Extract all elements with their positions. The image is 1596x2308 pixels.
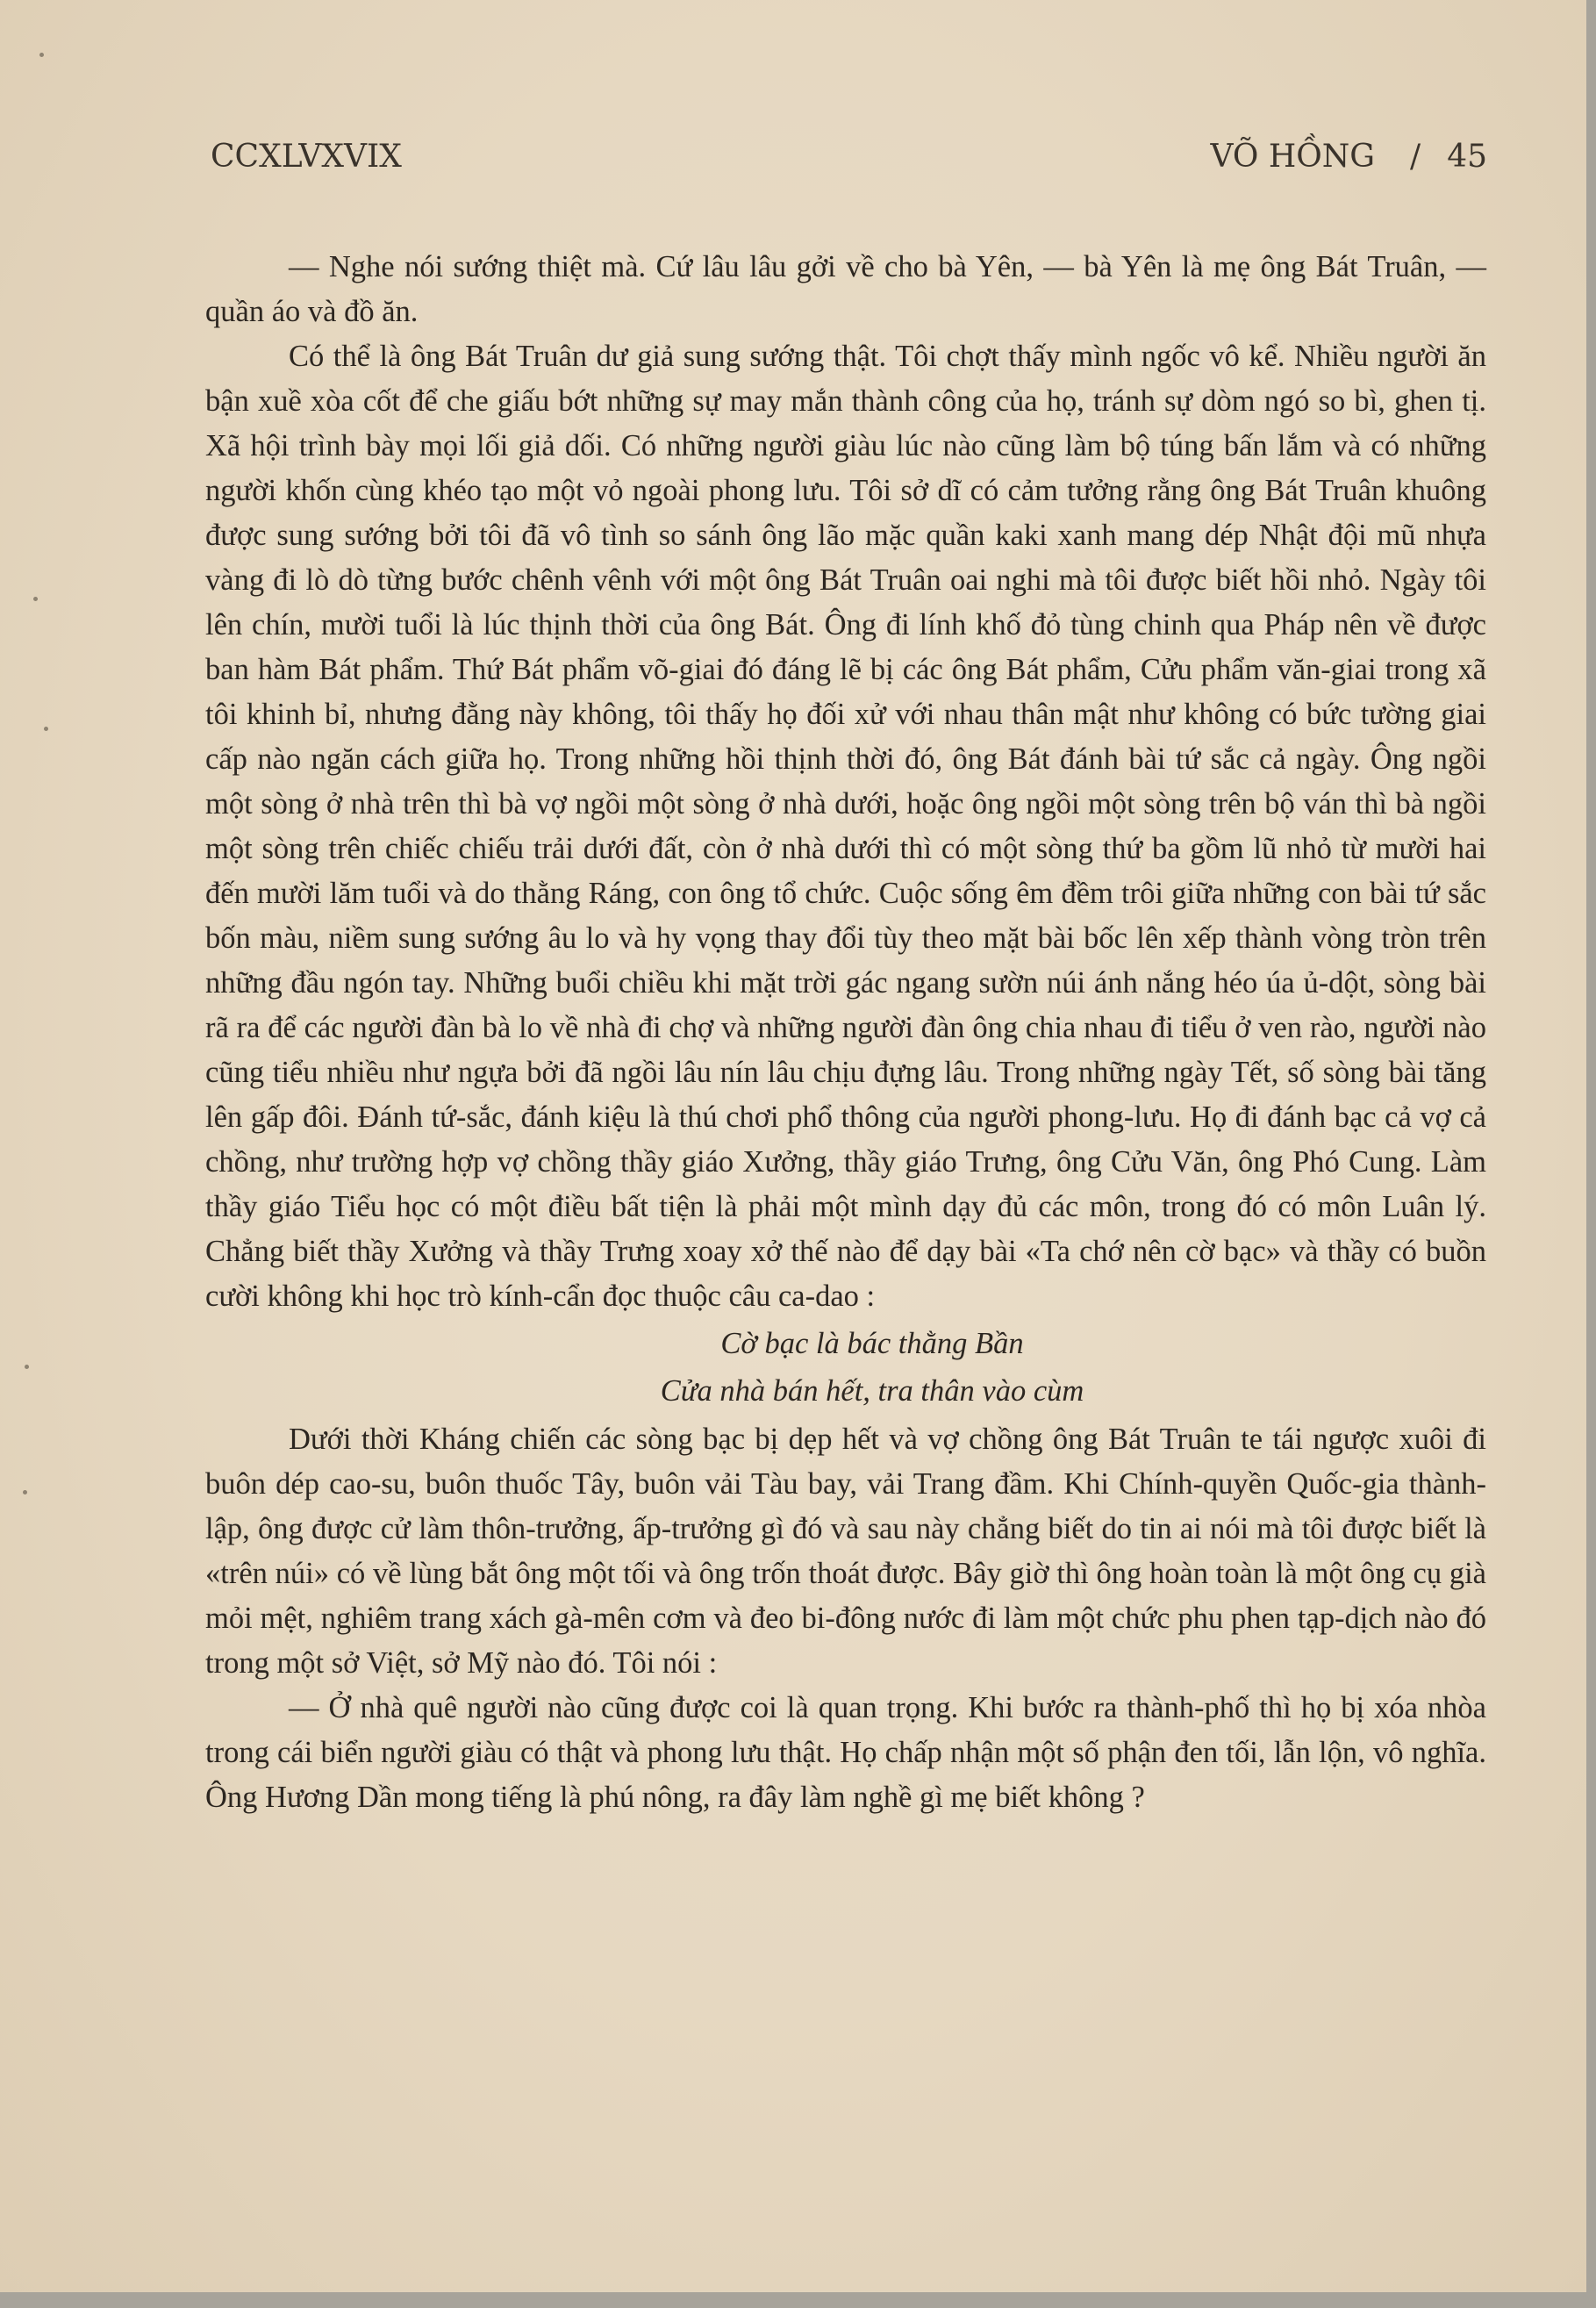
ink-speck xyxy=(25,1365,29,1369)
paragraph: Có thể là ông Bát Truân dư giả sung sướng thật. Tôi chợt thấy mình ngốc vô kể. Nhiều người ăn bận xuề xòa cốt để che giấu bớt những sự may mắn thành công của họ, tránh sự dòm ngó so bì, ghen tị. Xã hội trình bày mọi lối giả dối. Có những người giàu lúc nào cũng làm bộ túng bấn lắm và có những người khốn cùng khéo tạo một vỏ ngoài phong lưu. Tôi sở dĩ có cảm tưởng rằng ông Bát Truân khuông được sung sướng bởi tôi đã vô tình so sánh ông lão mặc quần kaki xanh mang dép Nhật đội mũ nhựa vàng đi lò dò từng bước chênh vênh với một ông Bát Truân oai nghi mà tôi được biết hồi nhỏ. Ngày tôi lên chín, mười tuổi là lúc thịnh thời của ông Bát. Ông đi lính khố đỏ tùng chinh qua Pháp nên về được ban hàm Bát phẩm. Thứ Bát phẩm võ-giai đó đáng lẽ bị các ông Bát phẩm, Cửu phẩm văn-giai trong xã tôi khinh bỉ, nhưng đằng này không, tôi thấy họ đối xử với nhau thân mật như không có bức tường giai cấp nào ngăn cách giữa họ. Trong những hồi thịnh thời đó, ông Bát đánh bài tứ sắc cả ngày. Ông ngồi một sòng ở nhà trên thì bà vợ ngồi một sòng ở nhà dưới, hoặc ông ngồi một sòng trên bộ ván thì bà ngồi một sòng trên chiếc chiếu trải dưới đất, còn ở nhà dưới thì có một sòng thứ ba gồm lũ nhỏ từ mười hai đến mười lăm tuổi và do thằng Ráng, con ông tổ chức. Cuộc sống êm đềm trôi giữa những con bài tứ sắc bốn màu, niềm sung sướng âu lo và hy vọng thay đổi tùy theo mặt bài bốc lên xếp thành vòng tròn trên những đầu ngón tay. Những buổi chiều khi mặt trời gác ngang sườn núi ánh nắng héo úa ủ-dột, sòng bài rã ra để các người đàn bà lo về nhà đi chợ và những người đàn ông chia nhau đi tiểu ở ven rào, người nào cũng tiểu nhiều như ngựa bởi đã ngồi lâu nín lâu chịu đựng lâu. Trong những ngày Tết, số sòng bài tăng lên gấp đôi. Đánh tứ-sắc, đánh kiệu là thú chơi phổ thông của người phong-lưu. Họ đi đánh bạc cả vợ cả chồng, như trường hợp vợ chồng thầy giáo Xưởng, thầy giáo Trưng, ông Cửu Văn, ông Phó Cung. Làm thầy giáo Tiểu học có một điều bất tiện là phải một mình dạy đủ các môn, trong đó có môn Luân lý. Chẳng biết thầy Xưởng và thầy Trưng xoay xở thế nào để dạy bài «Ta chớ nên cờ bạc» và thầy có buồn cười không khi học trò kính-cẩn đọc thuộc câu ca-dao : xyxy=(205,340,1486,1313)
header-right xyxy=(1211,139,1487,175)
verse-line: Cửa nhà bán hết, tra thân vào cùm xyxy=(660,1374,1084,1408)
ink-speck xyxy=(39,53,44,57)
ink-speck xyxy=(44,727,48,731)
running-header xyxy=(211,139,1487,188)
verse-line: Cờ bạc là bác thằng Bần xyxy=(720,1327,1024,1360)
page-body xyxy=(205,245,1486,1820)
ink-speck xyxy=(33,597,38,601)
paragraph: Dưới thời Kháng chiến các sòng bạc bị dẹp hết và vợ chồng ông Bát Truân te tái ngược xuôi đi buôn dép cao-su, buôn thuốc Tây, buôn vải Tàu bay, vải Trang đầm. Khi Chính-quyền Quốc-gia thành-lập, ông được cử làm thôn-trưởng, ấp-trưởng gì đó và sau này chẳng biết do tin ai nói mà tôi được biết là «trên núi» có về lùng bắt ông một tối và ông trốn thoát được. Bây giờ thì ông hoàn toàn là một ông cụ già mỏi mệt, nghiêm trang xách gà-mên cơm và đeo bi-đông nước đi làm một chức phu phen tạp-dịch nào đó trong một sở Việt, sở Mỹ nào đó. Tôi nói : xyxy=(205,1423,1486,1680)
paragraph: — Nghe nói sướng thiệt mà. Cứ lâu lâu gởi về cho bà Yên, — bà Yên là mẹ ông Bát Truân, — quần áo và đồ ăn. xyxy=(205,250,1486,328)
author-name: VÕ HỒNG xyxy=(1210,139,1376,175)
paragraph: — Ở nhà quê người nào cũng được coi là quan trọng. Khi bước ra thành-phố thì họ bị xóa nhòa trong cái biển người giàu có thật và phong lưu thật. Họ chấp nhận một số phận đen tối, lẫn lộn, vô nghĩa. Ông Hương Dần mong tiếng là phú nông, ra đây làm nghề gì mẹ biết không ? xyxy=(205,1691,1486,1814)
page-number: 45 xyxy=(1447,139,1487,175)
header-separator: / xyxy=(1410,139,1421,175)
ink-speck xyxy=(23,1490,27,1494)
header-code: CCXLVXVIX xyxy=(211,139,402,175)
